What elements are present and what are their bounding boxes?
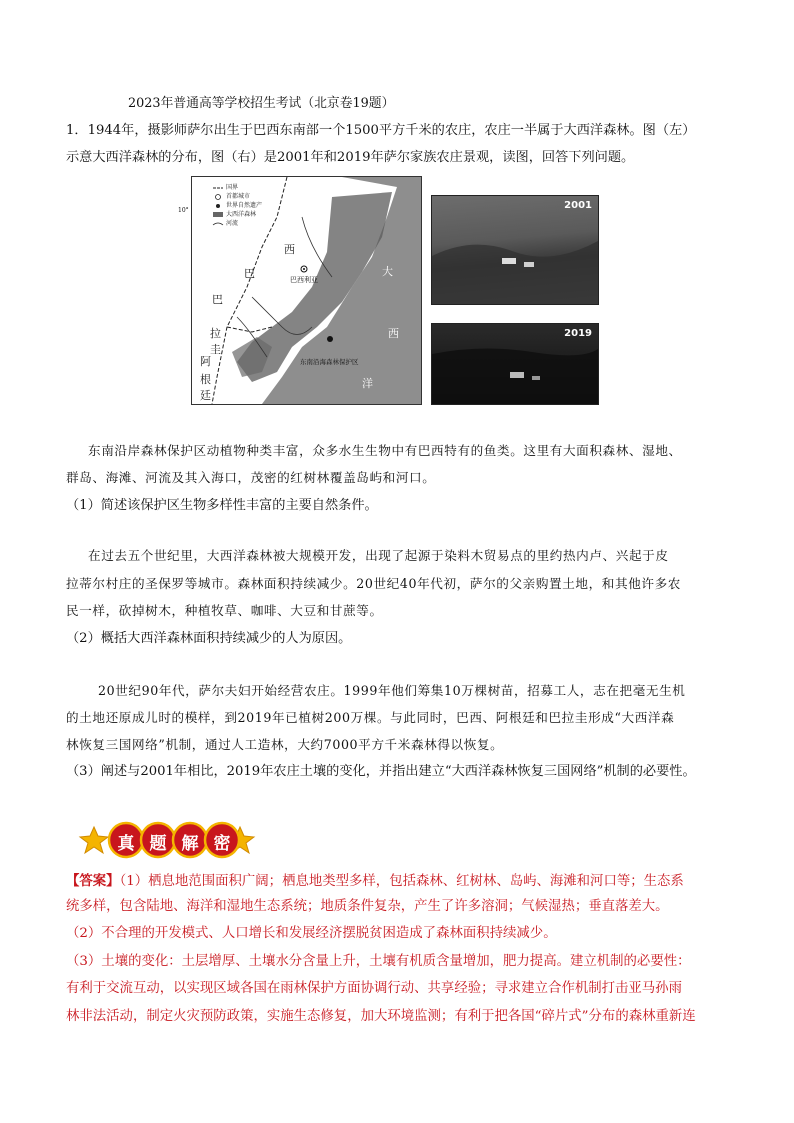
answer-1-line1 (66, 868, 684, 895)
map-label-gen: 根 (200, 373, 211, 386)
map-label-brasilia: 巴西利亚 (290, 276, 318, 284)
legend-border: 国界 (226, 184, 239, 191)
photo-2001 (431, 195, 599, 305)
map-label-la: 拉 (210, 327, 221, 340)
question-intro-line1: 1．1944年，摄影师萨尔出生于巴西东南部一个1500平方千米的农庄，农庄一半属于大西洋森林。图（左） (66, 123, 696, 138)
passage1-line1: 东南沿岸森林保护区动植物种类丰富，众多水生生物中有巴西特有的鱼类。这里有大面积森林、湿地、 (88, 443, 682, 458)
passage3-line2: 的土地还原成儿时的模样，到2019年已植树200万棵。与此同时，巴西、阿根廷和巴拉圭形成“大西洋森 (66, 710, 675, 725)
question-1: （1）简述该保护区生物多样性丰富的主要自然条件。 (66, 498, 378, 513)
question-intro-line2: 示意大西洋森林的分布，图（右）是2001年和2019年萨尔家族农庄景观，读图，回答下列问题。 (66, 150, 635, 165)
passage2-line2: 拉蒂尔村庄的圣保罗等城市。森林面积持续减少。20世纪40年代初，萨尔的父亲购置土地，和其他许多农 (66, 576, 681, 591)
legend-heritage: 世界自然遗产 (226, 202, 263, 209)
map-label-a: 阿 (200, 355, 211, 368)
banner-char-2: 题 (149, 834, 167, 854)
banner-char-4: 密 (213, 834, 231, 854)
atlantic-forest-map (178, 176, 422, 405)
legend-capital: 首都城市 (226, 193, 251, 200)
answer-3-line2: 有利于交流互动，以实现区域各国在雨林保护方面协调行动、共享经验；寻求建立合作机制打击亚马孙雨 (66, 981, 682, 996)
photo-2019-year: 2019 (564, 328, 592, 339)
answer-banner (78, 817, 256, 861)
question-3: （3）阐述与2001年相比，2019年农庄土壤的变化，并指出建立“大西洋森林恢复三国网络”机制的必要性。 (66, 764, 696, 779)
map-label-xi: 西 (284, 243, 295, 256)
map-label-ba2: 巴 (212, 293, 223, 306)
passage2-line3: 民一样，砍掉树木，种植牧草、咖啡、大豆和甘蔗等。 (66, 603, 383, 618)
exam-header: 2023年普通高等学校招生考试（北京卷19题） (128, 96, 395, 111)
photo-2019 (431, 323, 599, 405)
banner-char-3: 解 (181, 834, 199, 854)
map-label-da: 大 (382, 265, 393, 278)
passage1-line2: 群岛、海滩、河流及其入海口，茂密的红树林覆盖岛屿和河口。 (66, 470, 436, 485)
answer-3-line1: （3）土壤的变化：土层增厚、土壤水分含量上升，土壤有机质含量增加，肥力提高。建立机制的必要性： (66, 954, 691, 969)
legend-forest: 大西洋森林 (226, 211, 257, 218)
passage3-line3: 林恢复三国网络”机制，通过人工造林，大约7000平方千米森林得以恢复。 (66, 737, 504, 752)
map-label-gui: 圭 (210, 343, 221, 356)
question-2: （2）概括大西洋森林面积持续减少的人为原因。 (66, 631, 352, 646)
photo-2001-year: 2001 (564, 200, 592, 211)
passage3-line1: 20世纪90年代，萨尔夫妇开始经营农庄。1999年他们筹集10万棵树苗，招募工人，志在把毫无生机 (98, 683, 686, 698)
map-label-ba: 巴 (244, 267, 255, 280)
map-label-yang: 洋 (362, 377, 373, 390)
map-label-reserve: 东南沿海森林保护区 (300, 358, 359, 366)
map-label-ting: 廷 (200, 389, 211, 402)
answer-2: （2）不合理的开发模式、人口增长和发展经济摆脱贫困造成了森林面积持续减少。 (66, 926, 557, 941)
answer-1-line1-text: （1）栖息地范围面积广阔；栖息地类型多样，包括森林、红树林、岛屿、海滩和河口等；生态系 (119, 874, 684, 889)
answer-3-line3: 林非法活动，制定火灾预防政策，实施生态修复，加大环境监测；有利于把各国“碎片式”分布的森林重新连 (66, 1009, 696, 1024)
legend-river: 河流 (226, 220, 239, 227)
banner-char-1: 真 (117, 834, 135, 854)
map-tick: 10° (178, 207, 189, 214)
legend-symbols (212, 183, 224, 229)
photo-2001-texture (432, 196, 598, 304)
passage2-line1: 在过去五个世纪里，大西洋森林被大规模开发，出现了起源于染料木贸易点的里约热内卢、兴起于皮 (88, 548, 669, 563)
answer-tag: 【答案】 (66, 873, 120, 889)
map-label-xi2: 西 (388, 327, 399, 340)
answer-1-line2: 统多样，包含陆地、海洋和湿地生态系统；地质条件复杂，产生了许多溶洞；气候湿热；垂直落差大。 (66, 899, 669, 914)
